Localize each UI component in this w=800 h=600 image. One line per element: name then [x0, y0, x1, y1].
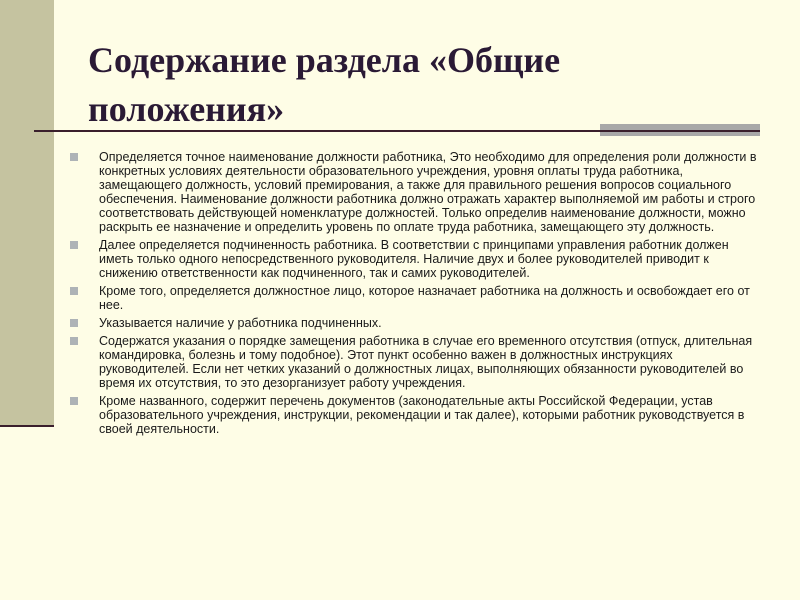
- title-divider: [34, 130, 760, 132]
- list-item: [68, 150, 758, 234]
- square-bullet-icon: [70, 319, 78, 327]
- square-bullet-icon: [70, 397, 78, 405]
- side-decoration-band: [0, 0, 54, 425]
- list-item: [68, 316, 758, 330]
- square-bullet-icon: [70, 337, 78, 345]
- bullet-text: Содержатся указания о порядке замещения работника в случае его временного отсутствия (отпуск, длительная командировка, болезнь и тому подобное). Этот пункт особенно важен в должностных инструкциях руководителей. Если нет четких указаний о должностных лицах, выполняющих обязанности руководителей во время их отсутствия, то это дезорганизует работу учреждения.: [99, 334, 753, 390]
- list-item: [68, 238, 758, 280]
- bullet-text: Далее определяется подчиненность работника. В соответствии с принципами управления работник должен иметь только одного непосредственного руководителя. Наличие двух и более руководителей приводит к снижению ответственности как подчиненного, так и самих руководителей.: [99, 238, 729, 280]
- bullet-text: Кроме названного, содержит перечень документов (законодательные акты Российской Федерации, устав образовательного учреждения, инструкции, рекомендации и так далее), которыми работник руководствуется в своей деятельности.: [99, 394, 745, 436]
- side-decoration-rule: [0, 425, 54, 427]
- bullet-list: [68, 150, 758, 440]
- list-item: [68, 284, 758, 312]
- list-item: [68, 394, 758, 436]
- bullet-text: Определяется точное наименование должности работника, Это необходимо для определения роли должности в конкретных условиях деятельности образовательного учреждения, уровня оплаты труда работника, замещающего должность, условий премирования, а также для правильного решения вопросов социального обеспечения. Наименование должности работника должно отражать характер выполняемой им работы и строго соответствовать действующей номенклатуре должностей. Только определив наименование должности, можно раскрыть ее назначение и определить уровень по оплате труда работника, замещающего эту должность.: [99, 150, 757, 234]
- square-bullet-icon: [70, 287, 78, 295]
- square-bullet-icon: [70, 241, 78, 249]
- square-bullet-icon: [70, 153, 78, 161]
- bullet-text: Указывается наличие у работника подчиненных.: [99, 316, 382, 330]
- slide-title: Содержание раздела «Общие положения»: [88, 40, 561, 129]
- bullet-text: Кроме того, определяется должностное лицо, которое назначает работника на должность и освобождает его от нее.: [99, 284, 750, 312]
- list-item: [68, 334, 758, 390]
